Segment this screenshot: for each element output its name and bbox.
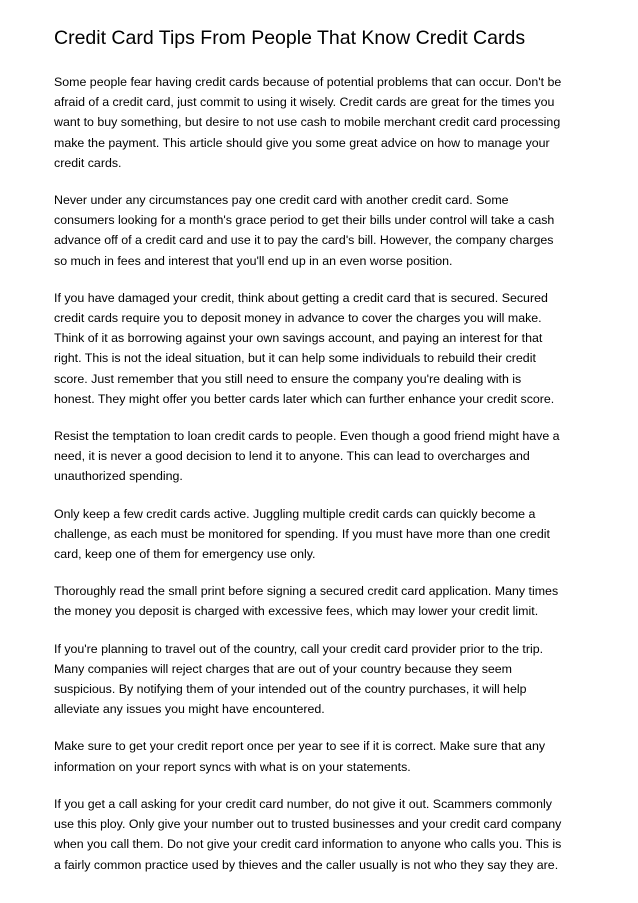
paragraph-2 <box>54 190 594 271</box>
paragraph-line: information on your report syncs with what is on your statements. <box>54 759 411 774</box>
paragraph-line: suspicious. By notifying them of your intended out of the country purchases, it will help <box>54 682 527 697</box>
paragraph-4 <box>54 426 594 487</box>
paragraph-line: Think of it as borrowing against your own savings account, and paying an interest for that <box>54 331 543 346</box>
paragraph-8 <box>54 736 594 776</box>
paragraph-line: afraid of a credit card, just commit to using it wisely. Credit cards are great for the times you <box>54 95 555 110</box>
paragraph-line: If you're planning to travel out of the country, call your credit card provider prior to the trip. <box>54 641 544 656</box>
paragraph-line: Make sure to get your credit report once per year to see if it is correct. Make sure that any <box>54 739 546 754</box>
paragraph-7 <box>54 639 594 720</box>
paragraph-line: the money you deposit is charged with excessive fees, which may lower your credit limit. <box>54 604 539 619</box>
paragraph-line: If you get a call asking for your credit card number, do not give it out. Scammers commonly <box>54 796 552 811</box>
paragraph-line: honest. They might offer you better cards later which can further enhance your credit score. <box>54 391 555 406</box>
document-body <box>54 72 594 875</box>
paragraph-line: use this ploy. Only give your number out to trusted businesses and your credit card company <box>54 817 562 832</box>
paragraph-9 <box>54 794 594 875</box>
paragraph-line: If you have damaged your credit, think about getting a credit card that is secured. Secured <box>54 290 548 305</box>
paragraph-line: a fairly common practice used by thieves and the caller usually is not who they say they are. <box>54 857 559 872</box>
paragraph-line: unauthorized spending. <box>54 469 183 484</box>
document-page <box>54 26 594 892</box>
paragraph-line: make the payment. This article should give you some great advice on how to manage your <box>54 135 550 150</box>
paragraph-1 <box>54 72 594 173</box>
paragraph-line: card, keep one of them for emergency use only. <box>54 547 316 562</box>
paragraph-line: want to buy something, but desire to not use cash to mobile merchant credit card processing <box>54 115 561 130</box>
paragraph-line: challenge, as each must be monitored for spending. If you must have more than one credit <box>54 526 550 541</box>
paragraph-line: right. This is not the ideal situation, but it can help some individuals to rebuild their credit <box>54 351 536 366</box>
paragraph-line: need, it is never a good decision to lend it to anyone. This can lead to overcharges and <box>54 449 530 464</box>
paragraph-line: score. Just remember that you still need to ensure the company you're dealing with is <box>54 371 522 386</box>
paragraph-line: when you call them. Do not give your credit card information to anyone who calls you. This is <box>54 837 562 852</box>
paragraph-3 <box>54 288 594 409</box>
paragraph-line: Never under any circumstances pay one credit card with another credit card. Some <box>54 193 509 208</box>
paragraph-6 <box>54 581 594 621</box>
paragraph-line: credit cards require you to deposit money in advance to cover the charges you will make. <box>54 311 542 326</box>
paragraph-line: Only keep a few credit cards active. Juggling multiple credit cards can quickly become a <box>54 506 536 521</box>
paragraph-line: so much in fees and interest that you'll end up in an even worse position. <box>54 253 453 268</box>
document-title: Credit Card Tips From People That Know Credit Cards <box>54 27 526 49</box>
paragraph-line: Thoroughly read the small print before signing a secured credit card application. Many times <box>54 584 559 599</box>
paragraph-line: consumers looking for a month's grace period to get their bills under control will take a cash <box>54 213 555 228</box>
paragraph-line: credit cards. <box>54 155 122 170</box>
paragraph-line: alleviate any issues you might have encountered. <box>54 702 325 717</box>
paragraph-line: Some people fear having credit cards because of potential problems that can occur. Don't be <box>54 75 562 89</box>
paragraph-line: advance off of a credit card and use it to pay the card's bill. However, the company charges <box>54 233 554 248</box>
paragraph-line: Resist the temptation to loan credit cards to people. Even though a good friend might have a <box>54 429 560 444</box>
paragraph-5 <box>54 504 594 565</box>
paragraph-line: Many companies will reject charges that are out of your country because they seem <box>54 661 512 676</box>
